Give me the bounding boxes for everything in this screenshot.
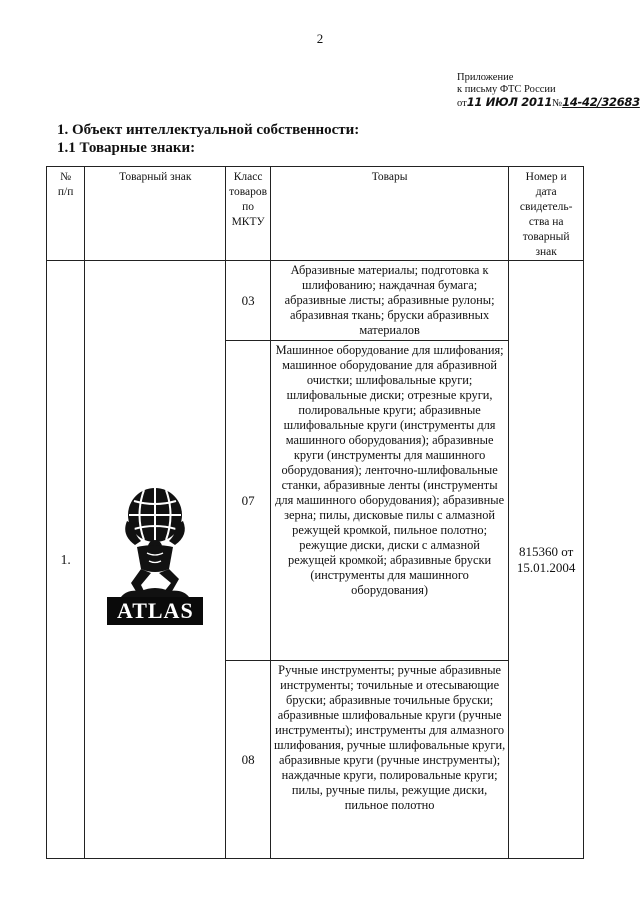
header-number: № п/п xyxy=(47,167,85,261)
class-cell: 08 xyxy=(226,661,271,859)
class-cell: 03 xyxy=(226,261,271,341)
header-trademark: Товарный знак xyxy=(85,167,226,261)
appendix-from-prefix: от xyxy=(457,98,467,109)
letter-number: 14-42/32683 xyxy=(562,95,640,109)
table-header-row xyxy=(47,167,584,261)
page-number: 2 xyxy=(316,31,324,46)
trademark-table xyxy=(46,166,584,859)
atlas-logo xyxy=(107,485,203,635)
date-stamp: 11 ИЮЛ 2011 xyxy=(466,95,553,109)
goods-cell: Машинное оборудование для шлифования; машинное оборудование для абразивной очистки; шлифовальные круги; шлифовальные диски; отрезные круги, полировальные круги; абразивные шлифовальные круги (инструменты для машинного оборудования); абразивные круги (инструменты для машинного оборудования); ленточно-шлифовальные станки, абразивные ленты (инструменты для машинного оборудования); абразивные зерна; пилы, дисковые пилы с алмазной режущей кромкой, пильное полотно; режущие диски, диски с алмазной режущей кромкой; абразивные бруски (инструменты для машинного оборудования) xyxy=(270,341,508,661)
appendix-line1: Приложение xyxy=(457,72,514,83)
goods-cell: Ручные инструменты; ручные абразивные инструменты; точильные и отесывающие бруски; абразивные точильные бруски; абразивные шлифовальные круги (ручные инструменты); инструменты для алмазного шлифования, ручные шлифовальные круги, абразивные круги (ручные инструменты); наждачные круги, полировальные круги; пилы, ручные пилы, режущие диски, пильное полотно xyxy=(270,661,508,859)
appendix-block xyxy=(457,72,640,110)
certificate-cell: 815360 от 15.01.2004 xyxy=(509,261,584,859)
atlas-figure-icon xyxy=(107,485,203,597)
trademark-cell xyxy=(85,261,226,859)
goods-cell: Абразивные материалы; подготовка к шлифованию; наждачная бумага; абразивные листы; абразивные рулоны; абразивная ткань; бруски абразивных материалов xyxy=(270,261,508,341)
header-class: Класс товаров по МКТУ xyxy=(226,167,271,261)
table-row xyxy=(47,261,584,341)
subsection-title: 1.1 Товарные знаки: xyxy=(57,140,196,156)
number-prefix: № xyxy=(552,98,563,109)
appendix-line2: к письму ФТС России xyxy=(457,84,556,95)
atlas-logo-text: ATLAS xyxy=(107,597,203,625)
header-goods: Товары xyxy=(270,167,508,261)
header-certificate: Номер и дата свидетель- ства на товарный знак xyxy=(509,167,584,261)
section-title: 1. Объект интеллектуальной собственности: xyxy=(57,122,360,138)
entry-number: 1. xyxy=(47,261,85,859)
appendix-reference-line xyxy=(457,95,640,110)
class-cell: 07 xyxy=(226,341,271,661)
